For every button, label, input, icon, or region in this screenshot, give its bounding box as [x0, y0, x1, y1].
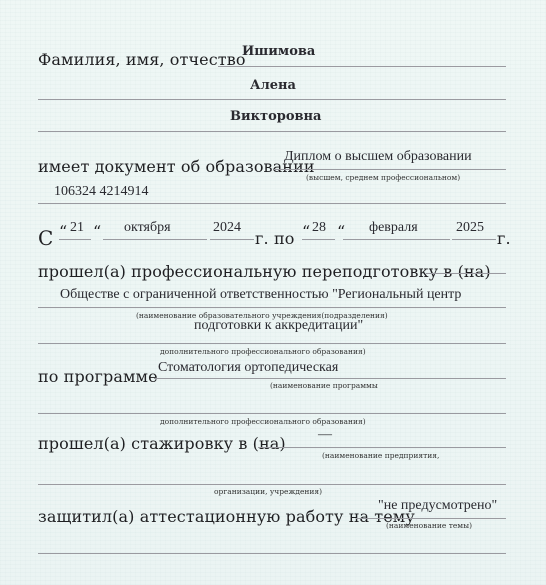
document-hint: (высшем, среднем профессиональном)	[306, 173, 461, 182]
document-line	[274, 169, 506, 170]
start-day-line	[59, 239, 91, 240]
label-thesis: защитил(а) аттестационную работу на тему	[38, 507, 415, 526]
patronymic-value: Викторовна	[230, 109, 322, 124]
program-line-2	[38, 413, 506, 414]
thesis-line-2	[38, 553, 506, 554]
end-year: 2025	[456, 220, 484, 235]
program-value: Стоматология ортопедическая	[158, 360, 339, 375]
patronymic-line	[38, 131, 506, 132]
end-month: февраля	[369, 220, 418, 235]
additional-education-hint-2: дополнительного профессионального образования)	[160, 417, 366, 426]
internship-line-2	[38, 484, 506, 485]
document-value: Диплом о высшем образовании	[284, 149, 472, 164]
program-hint: (наименование программы	[270, 381, 378, 390]
start-year-line	[210, 239, 254, 240]
end-day: 28	[312, 220, 326, 235]
label-year-1: г.	[255, 229, 269, 248]
start-day: 21	[70, 220, 84, 235]
label-internship: прошел(а) стажировку в (на)	[38, 434, 286, 453]
retraining-line	[426, 273, 506, 274]
organization-line-2	[38, 343, 506, 344]
thesis-line	[356, 518, 506, 519]
label-year-2: г.	[497, 229, 511, 248]
document-number-line	[38, 203, 506, 204]
organization-line	[38, 307, 506, 308]
program-line	[154, 378, 506, 379]
organization-value-2: подготовки к аккредитации"	[194, 318, 364, 333]
additional-education-hint: дополнительного профессионального образования)	[160, 347, 366, 356]
label-full-name: Фамилия, имя, отчество	[38, 50, 246, 69]
quote-open-1: “	[59, 222, 68, 241]
label-document: имеет документ об образовании	[38, 157, 315, 176]
first-name-value: Алена	[250, 78, 296, 93]
quote-open-2: “	[302, 222, 311, 241]
quote-close-1: “	[93, 222, 102, 241]
start-year: 2024	[213, 220, 241, 235]
organization-hint: (наименование образовательного учреждения(подразделения)	[136, 311, 388, 320]
quote-close-2: “	[337, 222, 346, 241]
organization-type-hint: организации, учреждения)	[214, 487, 323, 496]
surname-line	[218, 66, 506, 67]
end-year-line	[452, 239, 496, 240]
internship-hint: (наименование предприятия,	[322, 451, 440, 460]
thesis-hint: (наименование темы)	[386, 521, 473, 530]
start-month: октября	[124, 220, 171, 235]
first-name-line	[38, 99, 506, 100]
label-to: по	[274, 229, 295, 248]
organization-value: Обществе с ограниченной ответственностью "Региональный центр	[60, 287, 462, 302]
thesis-value: "не предусмотрено"	[378, 498, 498, 513]
end-month-line	[343, 239, 450, 240]
label-retraining: прошел(а) профессиональную переподготовку в (на)	[38, 262, 491, 281]
end-day-line	[302, 239, 335, 240]
label-from: С	[38, 226, 54, 250]
document-number: 106324 4214914	[54, 184, 149, 199]
label-program: по программе	[38, 367, 158, 386]
internship-value: —	[318, 427, 332, 442]
surname-value: Ишимова	[242, 44, 316, 59]
internship-line	[258, 447, 506, 448]
start-month-line	[103, 239, 207, 240]
